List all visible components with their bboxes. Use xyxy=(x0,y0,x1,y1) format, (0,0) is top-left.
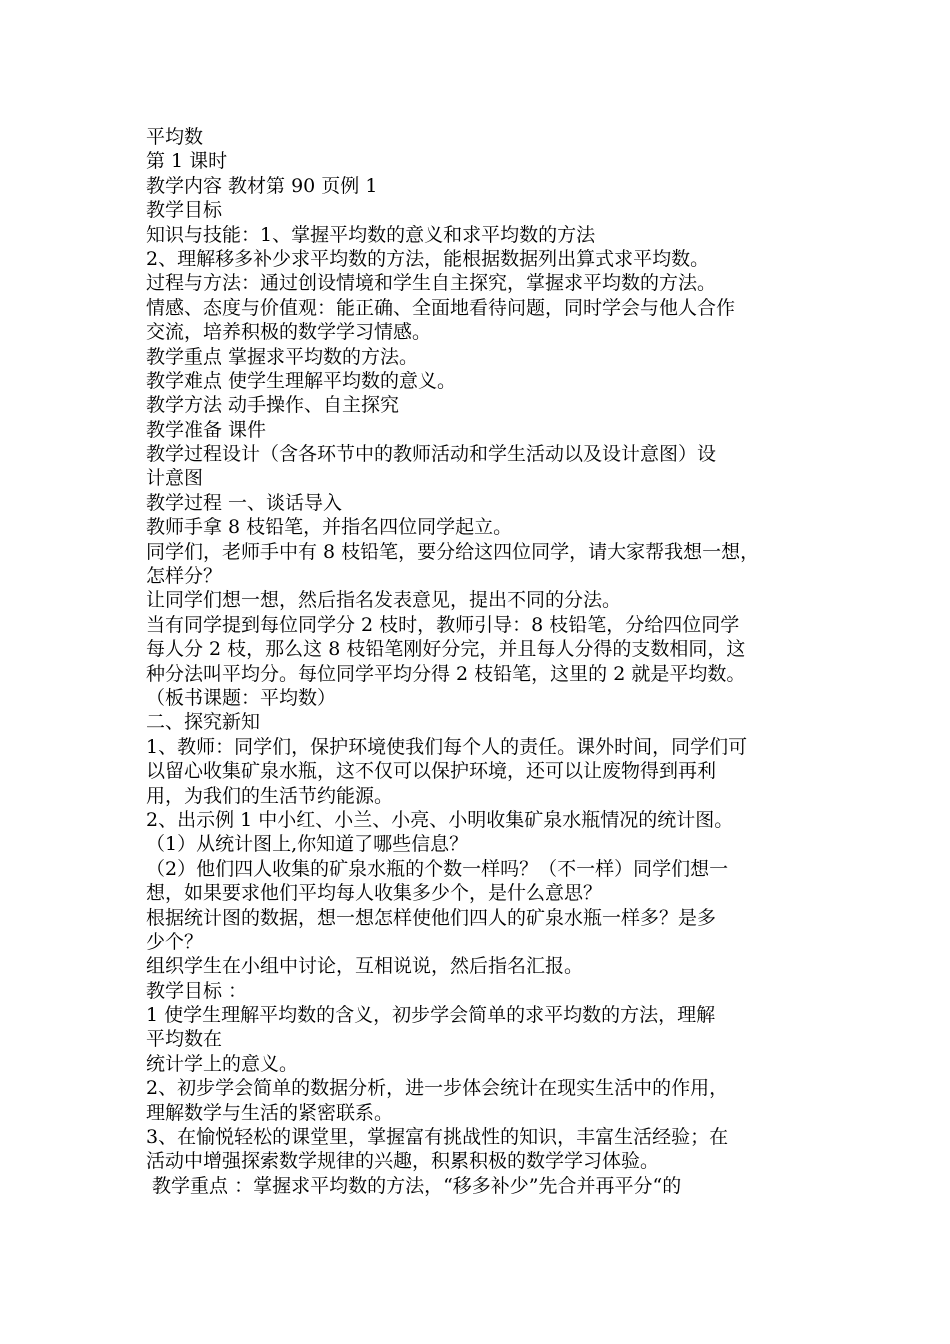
text-line: 教学内容 教材第 90 页例 1 xyxy=(146,174,378,197)
text-line: 交流，培养积极的数学学习情感。 xyxy=(146,321,432,344)
text-line: 平均数在 xyxy=(146,1028,223,1051)
text-line: （2）他们四人收集的矿泉水瓶的个数一样吗？（不一样）同学们想一 xyxy=(146,857,729,880)
text-line: 少个？ xyxy=(146,930,204,953)
text-line: 活动中增强探索数学规律的兴趣，积累积极的数学学习体验。 xyxy=(146,1150,660,1173)
text-line: 教学难点 使学生理解平均数的意义。 xyxy=(146,369,457,392)
text-line: 2、出示例 1 中小红、小兰、小亮、小明收集矿泉水瓶情况的统计图。 xyxy=(146,808,734,831)
text-line: 1、教师：同学们，保护环境使我们每个人的责任。课外时间，同学们可 xyxy=(146,735,748,758)
text-line: 用，为我们的生活节约能源。 xyxy=(146,784,394,807)
text-line: 教学过程 一、谈话导入 xyxy=(146,491,343,514)
document-body xyxy=(146,125,816,1198)
text-line: 教学目标 ： xyxy=(146,979,248,1002)
text-line: 1 使学生理解平均数的含义，初步学会简单的求平均数的方法，理解 xyxy=(146,1004,716,1027)
text-line: 教学过程设计（含各环节中的教师活动和学生活动以及设计意图）设 xyxy=(146,443,717,466)
text-line: 教师手拿 8 枝铅笔，并指名四位同学起立。 xyxy=(146,516,513,539)
text-line: 过程与方法：通过创设情境和学生自主探究，掌握求平均数的方法。 xyxy=(146,272,717,295)
text-line: 组织学生在小组中讨论，互相说说，然后指名汇报。 xyxy=(146,955,584,978)
text-line: 当有同学提到每位同学分 2 枝时，教师引导：8 枝铅笔，分给四位同学 xyxy=(146,613,740,636)
text-line: 让同学们想一想，然后指名发表意见，提出不同的分法。 xyxy=(146,589,622,612)
text-line: 情感、态度与价值观：能正确、全面地看待问题，同时学会与他人合作 xyxy=(146,296,736,319)
text-line: 第 1 课时 xyxy=(146,150,228,173)
text-line: 3、在愉悦轻松的课堂里，掌握富有挑战性的知识，丰富生活经验；在 xyxy=(146,1126,729,1149)
text-line: 平均数 xyxy=(146,126,204,148)
text-line: 统计学上的意义。 xyxy=(146,1052,299,1075)
text-line: 想，如果要求他们平均每人收集多少个，是什么意思？ xyxy=(146,882,603,905)
text-line: 教学方法 动手操作、自主探究 xyxy=(146,394,400,417)
text-line: 每人分 2 枝，那么这 8 枝铅笔刚好分完，并且每人分得的支数相同，这 xyxy=(146,638,746,661)
text-line: （1）从统计图上,你知道了哪些信息？ xyxy=(146,833,469,856)
text-line: 计意图 xyxy=(146,467,204,490)
text-line: 种分法叫平均分。每位同学平均分得 2 枝铅笔，这里的 2 就是平均数。 xyxy=(146,662,746,685)
text-line: 理解数学与生活的紧密联系。 xyxy=(146,1101,394,1124)
text-line: 怎样分？ xyxy=(146,565,223,588)
text-line: 教学重点 掌握求平均数的方法。 xyxy=(146,345,419,368)
text-line: 以留心收集矿泉水瓶，这不仅可以保护环境，还可以让废物得到再利 xyxy=(146,760,717,783)
text-line: 同学们，老师手中有 8 枝铅笔，要分给这四位同学，请大家帮我想一想， xyxy=(146,540,760,563)
text-line: 知识与技能：1、掌握平均数的意义和求平均数的方法 xyxy=(146,223,596,246)
text-line: 教学目标 xyxy=(146,199,223,222)
text-line: 二、探究新知 xyxy=(146,711,261,734)
text-line: 2、初步学会简单的数据分析，进一步体会统计在现实生活中的作用， xyxy=(146,1077,729,1100)
text-line: （板书课题：平均数） xyxy=(146,686,337,709)
text-line: 根据统计图的数据，想一想怎样使他们四人的矿泉水瓶一样多？是多 xyxy=(146,906,717,929)
text-line: 2、理解移多补少求平均数的方法，能根据数据列出算式求平均数。 xyxy=(146,247,710,270)
text-line: 教学准备 课件 xyxy=(146,418,267,441)
text-line: 教学重点 ：掌握求平均数的方法，“移多补少”先合并再平分“的 xyxy=(146,1174,682,1197)
